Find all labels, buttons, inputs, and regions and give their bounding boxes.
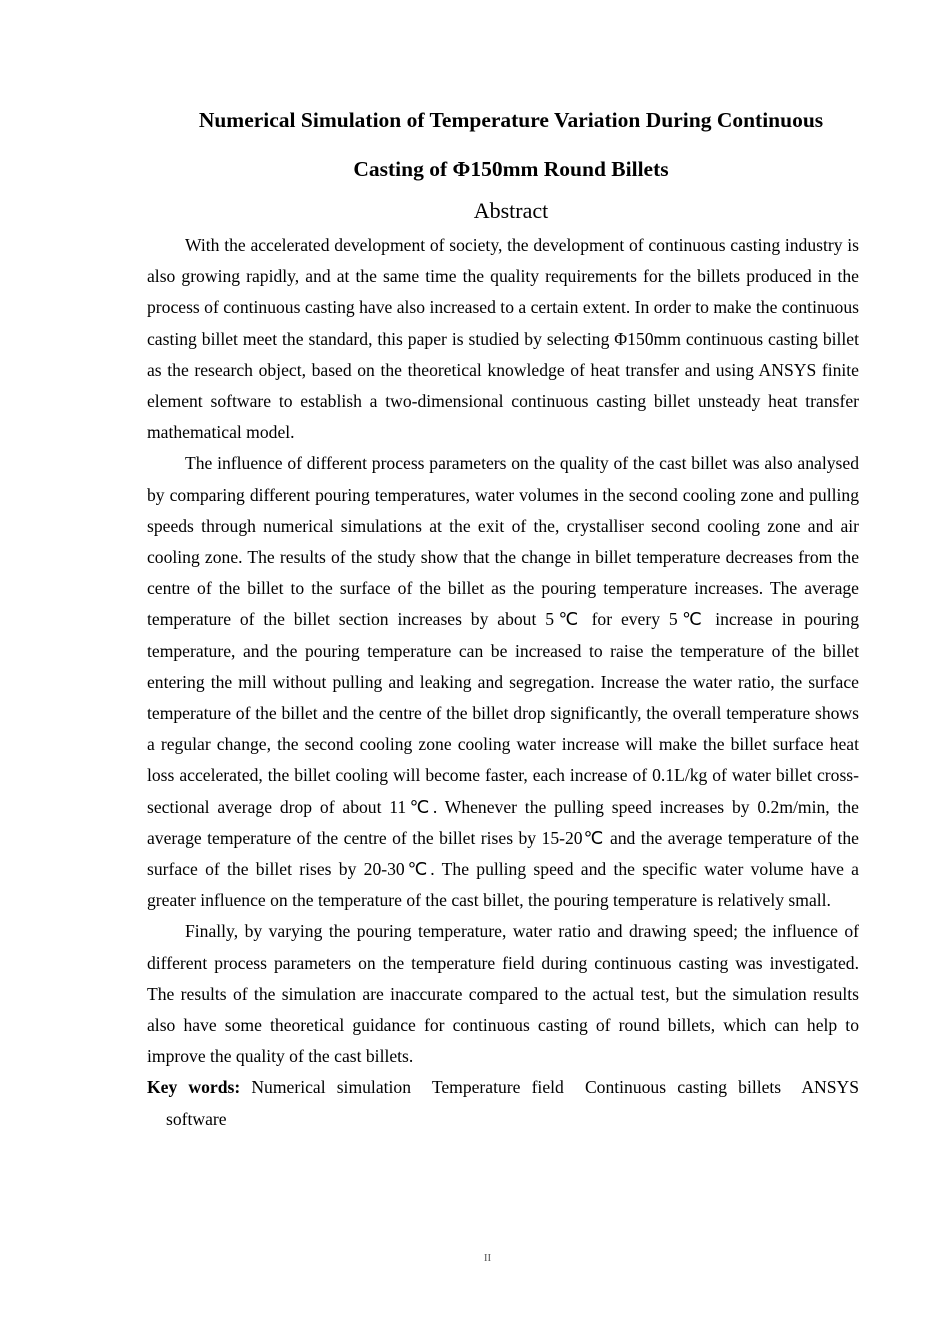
keywords-label: Key words: xyxy=(147,1077,241,1098)
abstract-paragraph-1: With the accelerated development of society, the development of continuous casting industry is also growing rapidly, and at the same time the quality requirements for the billets produced in the process of continuous casting have also increased to a certain extent. In order to make the continuous casting billet meet the standard, this paper is studied by selecting Φ150mm continuous casting billet as the research object, based on the theoretical knowledge of heat transfer and using ANSYS finite element software to establish a two-dimensional continuous casting billet unsteady heat transfer mathematical model. xyxy=(147,235,859,443)
keywords-line xyxy=(147,1072,859,1134)
document-title xyxy=(147,96,859,194)
keyword-item: ANSYS software xyxy=(166,1077,859,1129)
abstract-heading: Abstract xyxy=(473,198,549,223)
document-page xyxy=(147,96,859,1135)
page-number: II xyxy=(483,1252,492,1264)
title-line-1: Numerical Simulation of Temperature Variation During Continuous xyxy=(198,108,824,132)
keyword-item: Numerical simulation xyxy=(251,1077,411,1098)
keyword-item: Continuous casting billets xyxy=(584,1077,782,1098)
abstract-paragraph-2: The influence of different process parameters on the quality of the cast billet was also analysed by comparing different pouring temperatures, water volumes in the second cooling zone and pulling speeds through numerical simulations at the exit of the, crystalliser second cooling zone and air cooling zone. The results of the study show that the change in billet temperature decreases from the centre of the billet to the surface of the billet as the pouring temperature increases. The average temperature of the billet section increases by about 5℃ for every 5℃ increase in pouring temperature, and the pouring temperature can be increased to raise the temperature of the billet entering the mill without pulling and leaking and segregation. Increase the water ratio, the surface temperature of the billet and the centre of the billet drop significantly, the overall temperature shows a regular change, the second cooling zone cooling water increase will make the billet surface heat loss accelerated, the billet cooling will become faster, each increase of 0.1L/kg of water billet cross-sectional average drop of about 11℃. Whenever the pulling speed increases by 0.2m/min, the average temperature of the centre of the billet rises by 15-20℃ and the average temperature of the surface of the billet rises by 20-30℃. The pulling speed and the specific water volume have a greater influence on the temperature of the cast billet, the pouring temperature is relatively small. xyxy=(147,453,859,911)
title-line-2: Casting of Φ150mm Round Billets xyxy=(353,157,669,181)
keyword-item: Temperature field xyxy=(431,1077,564,1098)
abstract-paragraph-3: Finally, by varying the pouring temperature, water ratio and drawing speed; the influence of different process parameters on the temperature field during continuous casting was investigated. The results of the simulation are inaccurate compared to the actual test, but the simulation results also have some theoretical guidance for continuous casting of round billets, which can help to improve the quality of the cast billets. xyxy=(147,921,859,1067)
